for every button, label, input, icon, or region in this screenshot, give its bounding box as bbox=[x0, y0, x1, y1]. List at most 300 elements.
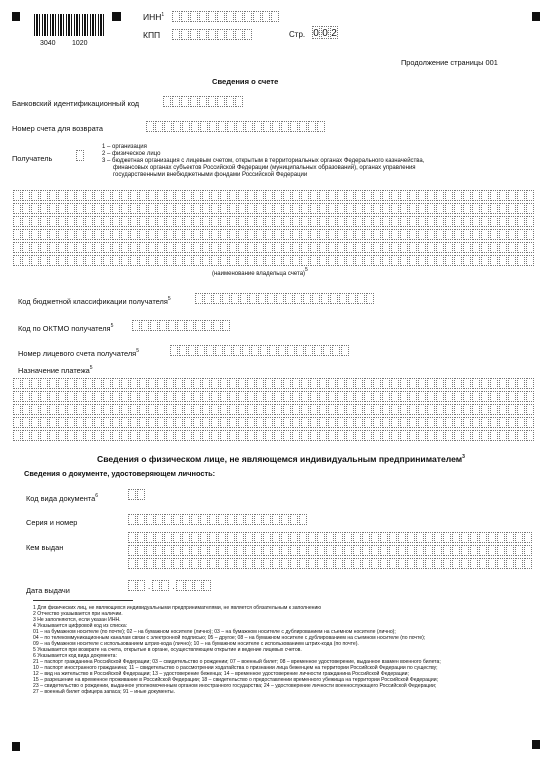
input-cell[interactable] bbox=[139, 229, 147, 240]
input-cell[interactable] bbox=[445, 229, 453, 240]
input-cell[interactable] bbox=[148, 391, 156, 402]
input-cell[interactable] bbox=[220, 216, 228, 227]
input-cell[interactable] bbox=[353, 545, 361, 556]
input-cell[interactable] bbox=[67, 430, 75, 441]
input-cell[interactable] bbox=[128, 514, 136, 525]
input-cell[interactable] bbox=[103, 404, 111, 415]
input-cell[interactable] bbox=[382, 378, 390, 389]
input-cell[interactable] bbox=[209, 558, 217, 569]
input-cell[interactable] bbox=[434, 532, 442, 543]
input-cell[interactable] bbox=[184, 229, 192, 240]
input-cell[interactable] bbox=[290, 121, 298, 132]
input-cell[interactable] bbox=[67, 255, 75, 266]
input-cell[interactable] bbox=[337, 203, 345, 214]
input-cell[interactable] bbox=[94, 190, 102, 201]
input-cell[interactable] bbox=[346, 404, 354, 415]
input-cell[interactable] bbox=[58, 391, 66, 402]
input-cell[interactable] bbox=[229, 242, 237, 253]
input-cell[interactable] bbox=[242, 345, 250, 356]
input-cell[interactable] bbox=[254, 121, 262, 132]
input-cell[interactable] bbox=[166, 255, 174, 266]
input-cell[interactable] bbox=[193, 190, 201, 201]
input-cell[interactable] bbox=[272, 532, 280, 543]
input-cell[interactable] bbox=[229, 404, 237, 415]
input-cell[interactable] bbox=[391, 203, 399, 214]
input-cell[interactable] bbox=[508, 417, 516, 428]
input-cell[interactable] bbox=[337, 190, 345, 201]
input-cell[interactable] bbox=[182, 121, 190, 132]
input-cell[interactable] bbox=[299, 514, 307, 525]
input-cell[interactable] bbox=[508, 391, 516, 402]
input-cell[interactable] bbox=[364, 255, 372, 266]
input-cell[interactable] bbox=[517, 229, 525, 240]
input-cell[interactable] bbox=[292, 378, 300, 389]
input-cell[interactable] bbox=[159, 320, 167, 331]
input-cell[interactable] bbox=[226, 96, 234, 107]
input-cell[interactable] bbox=[130, 229, 138, 240]
input-cell[interactable] bbox=[148, 229, 156, 240]
input-cell[interactable] bbox=[202, 378, 210, 389]
input-cell[interactable] bbox=[312, 293, 320, 304]
input-cell[interactable] bbox=[40, 190, 48, 201]
input-cell[interactable] bbox=[49, 190, 57, 201]
input-cell[interactable] bbox=[40, 391, 48, 402]
input-cell[interactable] bbox=[319, 216, 327, 227]
input-cell[interactable] bbox=[94, 391, 102, 402]
input-cell[interactable] bbox=[436, 255, 444, 266]
input-cell[interactable] bbox=[274, 404, 282, 415]
input-cell[interactable] bbox=[256, 242, 264, 253]
input-cell[interactable] bbox=[121, 417, 129, 428]
input-cell[interactable] bbox=[479, 545, 487, 556]
input-cell[interactable] bbox=[371, 532, 379, 543]
input-cell[interactable] bbox=[481, 229, 489, 240]
input-cell[interactable] bbox=[128, 532, 136, 543]
input-cell[interactable] bbox=[190, 29, 198, 40]
input-cell[interactable] bbox=[31, 203, 39, 214]
input-cell[interactable] bbox=[436, 378, 444, 389]
input-cell[interactable] bbox=[103, 417, 111, 428]
input-cell[interactable] bbox=[200, 121, 208, 132]
input-cell[interactable] bbox=[130, 430, 138, 441]
input-cell[interactable] bbox=[517, 417, 525, 428]
input-cell[interactable] bbox=[229, 203, 237, 214]
input-cell[interactable] bbox=[130, 255, 138, 266]
input-cell[interactable] bbox=[148, 203, 156, 214]
input-cell[interactable] bbox=[364, 430, 372, 441]
input-cell[interactable] bbox=[58, 417, 66, 428]
input-cell[interactable] bbox=[211, 391, 219, 402]
input-cell[interactable] bbox=[355, 391, 363, 402]
input-cell[interactable] bbox=[265, 242, 273, 253]
input-cell[interactable] bbox=[238, 404, 246, 415]
input-cell[interactable] bbox=[254, 532, 262, 543]
input-cell[interactable] bbox=[182, 514, 190, 525]
input-cell[interactable] bbox=[506, 545, 514, 556]
input-cell[interactable] bbox=[166, 229, 174, 240]
input-cell[interactable] bbox=[292, 190, 300, 201]
input-cell[interactable] bbox=[391, 216, 399, 227]
input-cell[interactable] bbox=[490, 404, 498, 415]
input-cell[interactable] bbox=[292, 216, 300, 227]
input-cell[interactable] bbox=[58, 430, 66, 441]
input-cell[interactable] bbox=[85, 229, 93, 240]
input-cell[interactable] bbox=[310, 242, 318, 253]
input-cell[interactable] bbox=[128, 489, 136, 500]
input-cell[interactable] bbox=[193, 216, 201, 227]
input-cell[interactable] bbox=[490, 216, 498, 227]
input-cell[interactable] bbox=[233, 345, 241, 356]
input-cell[interactable] bbox=[380, 545, 388, 556]
input-cell[interactable] bbox=[337, 242, 345, 253]
input-cell[interactable] bbox=[391, 378, 399, 389]
input-cell[interactable] bbox=[328, 378, 336, 389]
input-cell[interactable] bbox=[328, 255, 336, 266]
input-cell[interactable] bbox=[407, 545, 415, 556]
input-cell[interactable] bbox=[245, 545, 253, 556]
input-cell[interactable] bbox=[211, 203, 219, 214]
input-cell[interactable] bbox=[195, 320, 203, 331]
input-cell[interactable] bbox=[13, 391, 21, 402]
input-cell[interactable] bbox=[148, 216, 156, 227]
input-cell[interactable] bbox=[470, 558, 478, 569]
input-cell[interactable] bbox=[175, 190, 183, 201]
input-cell[interactable] bbox=[199, 96, 207, 107]
input-cell[interactable] bbox=[202, 203, 210, 214]
input-cell[interactable] bbox=[391, 404, 399, 415]
input-cell[interactable] bbox=[157, 391, 165, 402]
input-cell[interactable] bbox=[319, 255, 327, 266]
input-cell[interactable] bbox=[13, 242, 21, 253]
input-cell[interactable] bbox=[281, 532, 289, 543]
input-cell[interactable] bbox=[130, 417, 138, 428]
input-cell[interactable] bbox=[436, 391, 444, 402]
input-cell[interactable] bbox=[254, 514, 262, 525]
input-cell[interactable] bbox=[213, 320, 221, 331]
input-cell[interactable] bbox=[247, 190, 255, 201]
input-cell[interactable] bbox=[238, 203, 246, 214]
input-cell[interactable] bbox=[490, 190, 498, 201]
input-cell[interactable] bbox=[137, 532, 145, 543]
input-cell[interactable] bbox=[454, 430, 462, 441]
input-cell[interactable] bbox=[265, 430, 273, 441]
input-cell[interactable] bbox=[22, 229, 30, 240]
date-day-cell[interactable] bbox=[128, 580, 136, 591]
input-cell[interactable] bbox=[173, 558, 181, 569]
input-cell[interactable] bbox=[58, 255, 66, 266]
input-cell[interactable] bbox=[94, 417, 102, 428]
input-cell[interactable] bbox=[13, 216, 21, 227]
input-cell[interactable] bbox=[139, 203, 147, 214]
input-cell[interactable] bbox=[166, 242, 174, 253]
input-cell[interactable] bbox=[346, 417, 354, 428]
kbk-cells[interactable] bbox=[195, 293, 375, 304]
kpp-cells[interactable] bbox=[172, 29, 253, 40]
input-cell[interactable] bbox=[58, 378, 66, 389]
input-cell[interactable] bbox=[499, 391, 507, 402]
input-cell[interactable] bbox=[164, 514, 172, 525]
input-cell[interactable] bbox=[103, 378, 111, 389]
input-cell[interactable] bbox=[112, 378, 120, 389]
input-cell[interactable] bbox=[317, 121, 325, 132]
input-cell[interactable] bbox=[364, 190, 372, 201]
input-cell[interactable] bbox=[238, 417, 246, 428]
input-cell[interactable] bbox=[94, 404, 102, 415]
input-cell[interactable] bbox=[200, 545, 208, 556]
input-cell[interactable] bbox=[281, 558, 289, 569]
input-cell[interactable] bbox=[175, 203, 183, 214]
input-cell[interactable] bbox=[76, 417, 84, 428]
input-cell[interactable] bbox=[499, 378, 507, 389]
input-cell[interactable] bbox=[267, 293, 275, 304]
input-cell[interactable] bbox=[193, 242, 201, 253]
input-cell[interactable] bbox=[175, 229, 183, 240]
input-cell[interactable] bbox=[454, 391, 462, 402]
input-cell[interactable] bbox=[461, 532, 469, 543]
input-cell[interactable] bbox=[344, 532, 352, 543]
input-cell[interactable] bbox=[182, 545, 190, 556]
input-cell[interactable] bbox=[148, 430, 156, 441]
input-cell[interactable] bbox=[490, 391, 498, 402]
input-cell[interactable] bbox=[409, 255, 417, 266]
input-cell[interactable] bbox=[226, 11, 234, 22]
input-cell[interactable] bbox=[150, 320, 158, 331]
input-cell[interactable] bbox=[58, 404, 66, 415]
input-cell[interactable] bbox=[490, 417, 498, 428]
input-cell[interactable] bbox=[40, 404, 48, 415]
input-cell[interactable] bbox=[137, 545, 145, 556]
input-cell[interactable] bbox=[238, 255, 246, 266]
input-cell[interactable] bbox=[163, 96, 171, 107]
input-cell[interactable] bbox=[238, 216, 246, 227]
input-cell[interactable] bbox=[49, 229, 57, 240]
input-cell[interactable] bbox=[13, 229, 21, 240]
input-cell[interactable] bbox=[454, 216, 462, 227]
input-cell[interactable] bbox=[112, 255, 120, 266]
oktmo-cells[interactable] bbox=[132, 320, 231, 331]
input-cell[interactable] bbox=[191, 545, 199, 556]
input-cell[interactable] bbox=[337, 417, 345, 428]
input-cell[interactable] bbox=[319, 378, 327, 389]
input-cell[interactable] bbox=[175, 430, 183, 441]
input-cell[interactable] bbox=[157, 255, 165, 266]
input-cell[interactable] bbox=[416, 545, 424, 556]
input-cell[interactable] bbox=[76, 404, 84, 415]
input-cell[interactable] bbox=[283, 378, 291, 389]
input-cell[interactable] bbox=[310, 417, 318, 428]
input-cell[interactable] bbox=[463, 417, 471, 428]
input-cell[interactable] bbox=[400, 404, 408, 415]
input-cell[interactable] bbox=[184, 255, 192, 266]
input-cell[interactable] bbox=[22, 391, 30, 402]
input-cell[interactable] bbox=[137, 514, 145, 525]
input-cell[interactable] bbox=[287, 345, 295, 356]
input-cell[interactable] bbox=[373, 430, 381, 441]
input-cell[interactable] bbox=[434, 558, 442, 569]
input-cell[interactable] bbox=[499, 190, 507, 201]
date-year-cell[interactable] bbox=[203, 580, 211, 591]
input-cell[interactable] bbox=[67, 216, 75, 227]
input-cell[interactable] bbox=[463, 203, 471, 214]
input-cell[interactable] bbox=[317, 558, 325, 569]
input-cell[interactable] bbox=[409, 378, 417, 389]
input-cell[interactable] bbox=[146, 532, 154, 543]
input-cell[interactable] bbox=[517, 190, 525, 201]
input-cell[interactable] bbox=[235, 11, 243, 22]
input-cell[interactable] bbox=[206, 345, 214, 356]
input-cell[interactable] bbox=[13, 378, 21, 389]
input-cell[interactable] bbox=[247, 378, 255, 389]
input-cell[interactable] bbox=[355, 378, 363, 389]
input-cell[interactable] bbox=[121, 404, 129, 415]
input-cell[interactable] bbox=[13, 255, 21, 266]
input-cell[interactable] bbox=[400, 391, 408, 402]
input-cell[interactable] bbox=[148, 242, 156, 253]
input-cell[interactable] bbox=[112, 229, 120, 240]
input-cell[interactable] bbox=[346, 430, 354, 441]
input-cell[interactable] bbox=[427, 242, 435, 253]
input-cell[interactable] bbox=[265, 391, 273, 402]
input-cell[interactable] bbox=[94, 430, 102, 441]
input-cell[interactable] bbox=[67, 378, 75, 389]
input-cell[interactable] bbox=[308, 532, 316, 543]
input-cell[interactable] bbox=[526, 404, 534, 415]
input-cell[interactable] bbox=[58, 203, 66, 214]
input-cell[interactable] bbox=[229, 229, 237, 240]
input-cell[interactable] bbox=[373, 242, 381, 253]
input-cell[interactable] bbox=[301, 404, 309, 415]
input-cell[interactable] bbox=[418, 255, 426, 266]
input-cell[interactable] bbox=[488, 545, 496, 556]
input-cell[interactable] bbox=[436, 404, 444, 415]
input-cell[interactable] bbox=[427, 378, 435, 389]
input-cell[interactable] bbox=[445, 430, 453, 441]
input-cell[interactable] bbox=[256, 430, 264, 441]
input-cell[interactable] bbox=[400, 378, 408, 389]
input-cell[interactable] bbox=[58, 190, 66, 201]
input-cell[interactable] bbox=[226, 29, 234, 40]
input-cell[interactable] bbox=[328, 404, 336, 415]
input-cell[interactable] bbox=[319, 417, 327, 428]
input-cell[interactable] bbox=[229, 430, 237, 441]
input-cell[interactable] bbox=[526, 216, 534, 227]
input-cell[interactable] bbox=[283, 242, 291, 253]
input-cell[interactable] bbox=[31, 417, 39, 428]
input-cell[interactable] bbox=[310, 216, 318, 227]
input-cell[interactable] bbox=[355, 430, 363, 441]
input-cell[interactable] bbox=[481, 203, 489, 214]
input-cell[interactable] bbox=[200, 532, 208, 543]
input-cell[interactable] bbox=[524, 558, 532, 569]
input-cell[interactable] bbox=[208, 11, 216, 22]
input-cell[interactable] bbox=[427, 190, 435, 201]
input-cell[interactable] bbox=[164, 558, 172, 569]
input-cell[interactable] bbox=[227, 532, 235, 543]
input-cell[interactable] bbox=[139, 216, 147, 227]
input-cell[interactable] bbox=[245, 532, 253, 543]
input-cell[interactable] bbox=[130, 190, 138, 201]
input-cell[interactable] bbox=[231, 293, 239, 304]
input-cell[interactable] bbox=[258, 293, 266, 304]
input-cell[interactable] bbox=[31, 430, 39, 441]
input-cell[interactable] bbox=[292, 430, 300, 441]
input-cell[interactable] bbox=[355, 216, 363, 227]
input-cell[interactable] bbox=[157, 242, 165, 253]
input-cell[interactable] bbox=[436, 203, 444, 214]
input-cell[interactable] bbox=[155, 545, 163, 556]
input-cell[interactable] bbox=[418, 417, 426, 428]
input-cell[interactable] bbox=[211, 255, 219, 266]
input-cell[interactable] bbox=[76, 391, 84, 402]
input-cell[interactable] bbox=[391, 242, 399, 253]
input-cell[interactable] bbox=[328, 229, 336, 240]
input-cell[interactable] bbox=[328, 190, 336, 201]
input-cell[interactable] bbox=[155, 558, 163, 569]
input-cell[interactable] bbox=[382, 404, 390, 415]
input-cell[interactable] bbox=[202, 216, 210, 227]
input-cell[interactable] bbox=[526, 190, 534, 201]
input-cell[interactable] bbox=[220, 417, 228, 428]
input-cell[interactable] bbox=[31, 242, 39, 253]
input-cell[interactable] bbox=[418, 190, 426, 201]
input-cell[interactable] bbox=[112, 242, 120, 253]
input-cell[interactable] bbox=[337, 378, 345, 389]
input-cell[interactable] bbox=[463, 404, 471, 415]
input-cell[interactable] bbox=[238, 242, 246, 253]
input-cell[interactable] bbox=[425, 532, 433, 543]
input-cell[interactable] bbox=[218, 121, 226, 132]
input-cell[interactable] bbox=[263, 545, 271, 556]
input-cell[interactable] bbox=[445, 404, 453, 415]
input-cell[interactable] bbox=[256, 404, 264, 415]
input-cell[interactable] bbox=[409, 404, 417, 415]
input-cell[interactable] bbox=[220, 229, 228, 240]
input-cell[interactable] bbox=[526, 417, 534, 428]
input-cell[interactable] bbox=[323, 345, 331, 356]
input-cell[interactable] bbox=[148, 190, 156, 201]
account-number-cells[interactable] bbox=[146, 121, 326, 132]
input-cell[interactable] bbox=[290, 514, 298, 525]
input-cell[interactable] bbox=[454, 404, 462, 415]
input-cell[interactable] bbox=[103, 229, 111, 240]
input-cell[interactable] bbox=[184, 417, 192, 428]
input-cell[interactable] bbox=[497, 532, 505, 543]
input-cell[interactable] bbox=[271, 11, 279, 22]
input-cell[interactable] bbox=[229, 216, 237, 227]
input-cell[interactable] bbox=[247, 242, 255, 253]
input-cell[interactable] bbox=[148, 255, 156, 266]
input-cell[interactable] bbox=[31, 378, 39, 389]
input-cell[interactable] bbox=[373, 404, 381, 415]
input-cell[interactable] bbox=[454, 229, 462, 240]
input-cell[interactable] bbox=[461, 558, 469, 569]
input-cell[interactable] bbox=[193, 255, 201, 266]
input-cell[interactable] bbox=[103, 203, 111, 214]
input-cell[interactable] bbox=[517, 216, 525, 227]
input-cell[interactable] bbox=[490, 229, 498, 240]
input-cell[interactable] bbox=[463, 242, 471, 253]
input-cell[interactable] bbox=[272, 121, 280, 132]
input-cell[interactable] bbox=[373, 190, 381, 201]
input-cell[interactable] bbox=[204, 293, 212, 304]
input-cell[interactable] bbox=[254, 545, 262, 556]
input-cell[interactable] bbox=[472, 229, 480, 240]
input-cell[interactable] bbox=[346, 216, 354, 227]
input-cell[interactable] bbox=[299, 121, 307, 132]
input-cell[interactable] bbox=[418, 242, 426, 253]
input-cell[interactable] bbox=[85, 203, 93, 214]
input-cell[interactable] bbox=[173, 545, 181, 556]
